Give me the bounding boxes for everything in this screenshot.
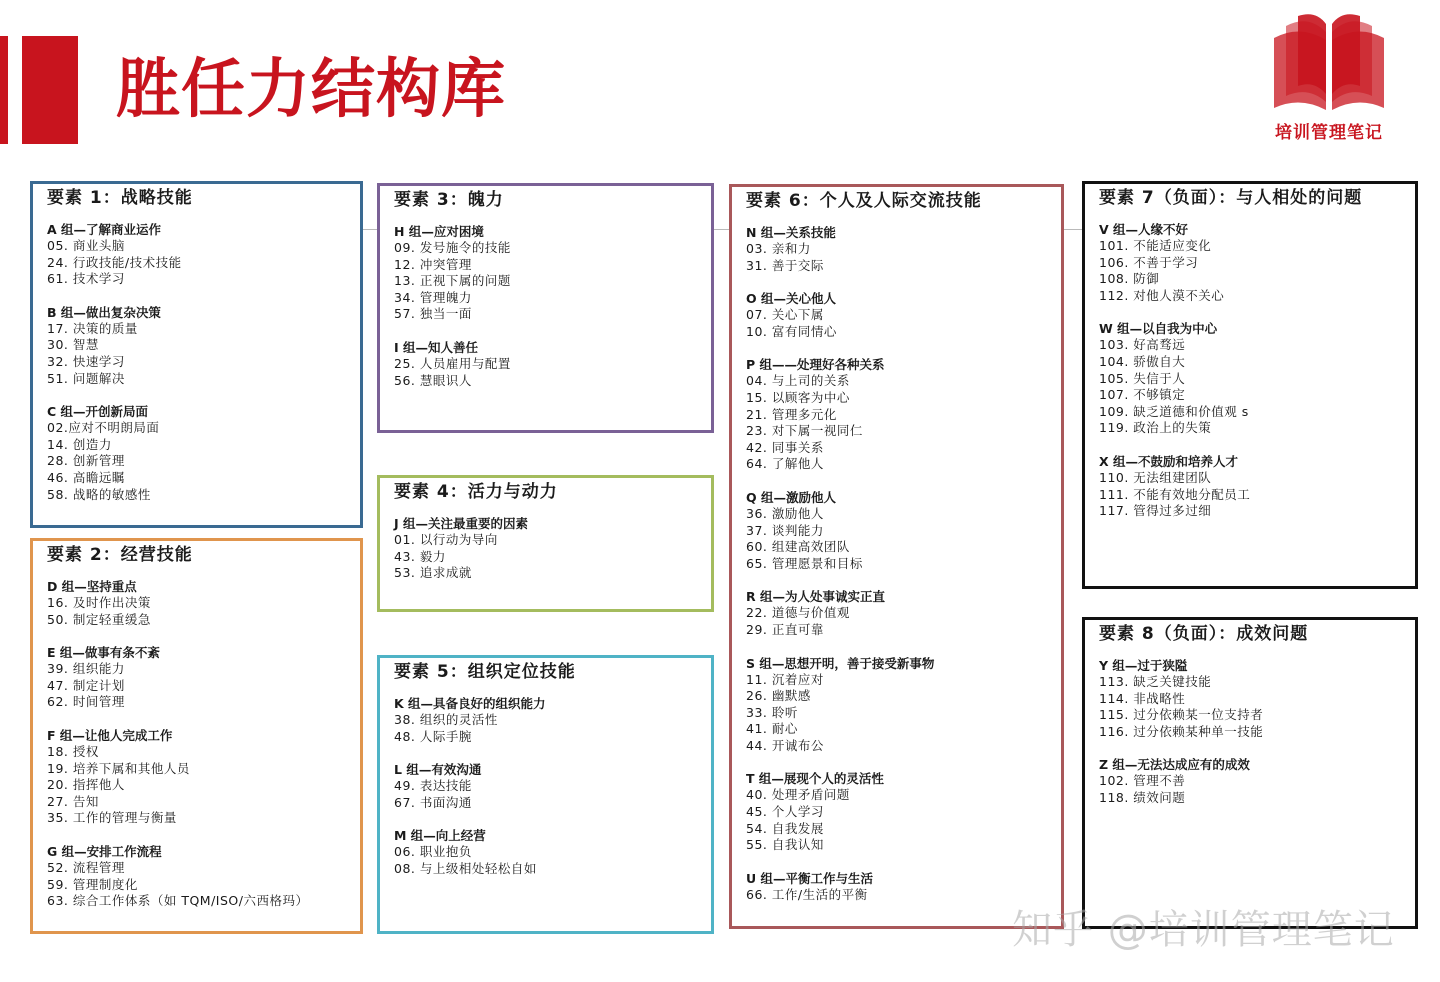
group-title: G 组—安排工作流程 bbox=[47, 843, 162, 859]
group-title: C 组—开创新局面 bbox=[47, 404, 149, 420]
group-title: V 组—人缘不好 bbox=[1099, 222, 1189, 237]
competency-item: 115. 过分依赖某一位支持者 bbox=[1099, 707, 1264, 723]
competency-item: 07. 关心下属 bbox=[746, 307, 824, 323]
competency-group bbox=[47, 221, 360, 288]
competency-group bbox=[47, 727, 360, 827]
panel-title: 要素 8（负面）：成效问题 bbox=[1099, 624, 1309, 644]
competency-group bbox=[1099, 320, 1415, 437]
competency-item: 02.应对不明朗局面 bbox=[47, 420, 160, 436]
competency-group bbox=[394, 695, 711, 745]
competency-item: 64. 了解他人 bbox=[746, 456, 824, 472]
competency-item: 109. 缺乏道德和价值观 s bbox=[1099, 403, 1249, 419]
competency-item: 21. 管理多元化 bbox=[746, 406, 837, 422]
competency-group bbox=[394, 761, 711, 811]
competency-item: 06. 职业抱负 bbox=[394, 844, 472, 860]
competency-item: 47. 制定计划 bbox=[47, 677, 125, 693]
competency-item: 102. 管理不善 bbox=[1099, 773, 1186, 789]
competency-item: 60. 组建高效团队 bbox=[746, 539, 850, 555]
competency-item: 119. 政治上的失策 bbox=[1099, 420, 1212, 436]
competency-group bbox=[746, 224, 1061, 274]
competency-item: 113. 缺乏关键技能 bbox=[1099, 674, 1212, 689]
panel-title: 要素 1：战略技能 bbox=[47, 188, 193, 208]
page-title: 胜任力结构库 bbox=[116, 53, 506, 127]
competency-group bbox=[394, 339, 711, 389]
panel-element-3 bbox=[377, 183, 714, 433]
competency-item: 17. 决策的质量 bbox=[47, 320, 138, 336]
competency-item: 105. 失信于人 bbox=[1099, 370, 1186, 386]
competency-item: 20. 指挥他人 bbox=[47, 777, 125, 793]
group-title: J 组—关注最重要的因素 bbox=[394, 516, 529, 531]
competency-item: 58. 战略的敏感性 bbox=[47, 486, 151, 502]
group-title: N 组—关系技能 bbox=[746, 225, 836, 240]
logo bbox=[1262, 10, 1396, 143]
competency-item: 11. 沉着应对 bbox=[746, 671, 824, 687]
panel-element-2 bbox=[30, 538, 363, 934]
competency-item: 116. 过分依赖某种单一技能 bbox=[1099, 723, 1264, 739]
panel-element-5 bbox=[377, 655, 714, 934]
competency-item: 45. 个人学习 bbox=[746, 804, 824, 820]
competency-group bbox=[1099, 453, 1415, 520]
competency-group bbox=[746, 489, 1061, 572]
competency-item: 62. 时间管理 bbox=[47, 694, 125, 710]
competency-item: 10. 富有同情心 bbox=[746, 323, 837, 339]
competency-group bbox=[394, 827, 711, 877]
competency-item: 107. 不够镇定 bbox=[1099, 387, 1186, 403]
competency-item: 44. 开诚布公 bbox=[746, 737, 824, 753]
competency-item: 52. 流程管理 bbox=[47, 859, 125, 875]
competency-item: 38. 组织的灵活性 bbox=[394, 712, 498, 727]
competency-item: 04. 与上司的关系 bbox=[746, 373, 850, 389]
competency-item: 65. 管理愿景和目标 bbox=[746, 555, 863, 571]
competency-group bbox=[1099, 657, 1415, 740]
competency-item: 53. 追求成就 bbox=[394, 565, 472, 581]
group-title: Q 组—激励他人 bbox=[746, 489, 836, 505]
group-title: X 组—不鼓励和培养人才 bbox=[1099, 453, 1238, 469]
group-title: F 组—让他人完成工作 bbox=[47, 727, 173, 743]
competency-item: 26. 幽默感 bbox=[746, 688, 811, 704]
competency-group bbox=[394, 515, 711, 582]
competency-item: 25. 人员雇用与配置 bbox=[394, 355, 511, 371]
group-title: T 组—展现个人的灵活性 bbox=[746, 771, 884, 787]
competency-item: 28. 创新管理 bbox=[47, 453, 125, 469]
competency-item: 42. 同事关系 bbox=[746, 439, 824, 455]
connector-line bbox=[1064, 229, 1082, 230]
competency-item: 104. 骄傲自大 bbox=[1099, 353, 1186, 369]
panel-element-1 bbox=[30, 181, 363, 528]
competency-group bbox=[746, 770, 1061, 853]
group-title: K 组—具备良好的组织能力 bbox=[394, 696, 546, 711]
competency-item: 33. 聆听 bbox=[746, 704, 798, 720]
competency-item: 106. 不善于学习 bbox=[1099, 254, 1199, 270]
connector-line bbox=[363, 229, 377, 230]
panel-title: 要素 7（负面）：与人相处的问题 bbox=[1099, 188, 1363, 208]
competency-group bbox=[47, 304, 360, 387]
competency-item: 24. 行政技能/技术技能 bbox=[47, 254, 182, 270]
competency-group bbox=[746, 290, 1061, 340]
group-title: Y 组—过于狭隘 bbox=[1099, 658, 1188, 673]
competency-item: 15. 以顾客为中心 bbox=[746, 389, 850, 405]
competency-group bbox=[47, 644, 360, 711]
group-title: S 组—思想开明，善于接受新事物 bbox=[746, 655, 935, 671]
competency-item: 41. 耐心 bbox=[746, 721, 798, 737]
competency-item: 114. 非战略性 bbox=[1099, 690, 1186, 706]
competency-item: 50. 制定轻重缓急 bbox=[47, 611, 151, 627]
competency-item: 12. 冲突管理 bbox=[394, 256, 472, 272]
panel-title: 要素 5：组织定位技能 bbox=[394, 662, 576, 682]
open-book-icon bbox=[1266, 10, 1392, 114]
competency-item: 118. 绩效问题 bbox=[1099, 789, 1186, 805]
competency-item: 09. 发号施令的技能 bbox=[394, 240, 511, 255]
competency-item: 51. 问题解决 bbox=[47, 370, 125, 386]
panel-element-8 bbox=[1082, 617, 1418, 929]
competency-item: 23. 对下属一视同仁 bbox=[746, 423, 863, 439]
competency-item: 59. 管理制度化 bbox=[47, 876, 138, 892]
group-title: L 组—有效沟通 bbox=[394, 762, 482, 778]
competency-item: 46. 高瞻远瞩 bbox=[47, 469, 125, 485]
competency-item: 36. 激励他人 bbox=[746, 505, 824, 521]
panel-element-4 bbox=[377, 475, 714, 612]
accent-bar-thin bbox=[0, 36, 8, 144]
panel-element-7 bbox=[1082, 181, 1418, 589]
competency-item: 101. 不能适应变化 bbox=[1099, 238, 1212, 253]
competency-item: 57. 独当一面 bbox=[394, 306, 472, 322]
competency-item: 103. 好高骛远 bbox=[1099, 337, 1186, 353]
competency-group bbox=[746, 655, 1061, 755]
competency-item: 27. 告知 bbox=[47, 793, 99, 809]
competency-item: 32. 快速学习 bbox=[47, 353, 125, 369]
panel-title: 要素 2：经营技能 bbox=[47, 545, 193, 565]
competency-item: 43. 毅力 bbox=[394, 548, 446, 564]
competency-item: 35. 工作的管理与衡量 bbox=[47, 810, 177, 826]
competency-item: 37. 谈判能力 bbox=[746, 522, 824, 538]
competency-item: 31. 善于交际 bbox=[746, 257, 824, 273]
logo-text: 培训管理笔记 bbox=[1275, 123, 1383, 143]
competency-item: 55. 自我认知 bbox=[746, 837, 824, 853]
competency-item: 108. 防御 bbox=[1099, 271, 1160, 287]
group-title: E 组—做事有条不紊 bbox=[47, 645, 160, 661]
competency-item: 117. 管得过多过细 bbox=[1099, 503, 1212, 519]
competency-item: 48. 人际手腕 bbox=[394, 728, 472, 744]
competency-item: 03. 亲和力 bbox=[746, 241, 811, 256]
competency-group bbox=[1099, 756, 1415, 806]
group-title: P 组——处理好各种关系 bbox=[746, 357, 885, 373]
group-title: H 组—应对困境 bbox=[394, 224, 484, 239]
competency-item: 39. 组织能力 bbox=[47, 661, 125, 677]
competency-group bbox=[746, 356, 1061, 473]
group-title: Z 组—无法达成应有的成效 bbox=[1099, 757, 1250, 773]
panel-title: 要素 6：个人及人际交流技能 bbox=[746, 191, 982, 211]
competency-group bbox=[47, 403, 360, 503]
competency-group bbox=[394, 223, 711, 323]
competency-item: 110. 无法组建团队 bbox=[1099, 469, 1212, 485]
competency-item: 08. 与上级相处轻松自如 bbox=[394, 860, 537, 876]
watermark: 知乎 @培训管理笔记 bbox=[1012, 907, 1395, 953]
competency-item: 29. 正直可靠 bbox=[746, 621, 824, 637]
competency-item: 18. 授权 bbox=[47, 743, 99, 759]
competency-item: 34. 管理魄力 bbox=[394, 289, 472, 305]
competency-item: 111. 不能有效地分配员工 bbox=[1099, 486, 1251, 502]
competency-item: 14. 创造力 bbox=[47, 436, 112, 452]
group-title: U 组—平衡工作与生活 bbox=[746, 870, 874, 886]
group-title: R 组—为人处事诚实正直 bbox=[746, 589, 885, 605]
competency-item: 01. 以行动为导向 bbox=[394, 532, 498, 547]
competency-group bbox=[1099, 221, 1415, 304]
group-title: W 组—以自我为中心 bbox=[1099, 321, 1218, 337]
panel-title: 要素 3：魄力 bbox=[394, 190, 504, 210]
group-title: O 组—关心他人 bbox=[746, 291, 836, 307]
competency-item: 49. 表达技能 bbox=[394, 778, 472, 794]
competency-item: 61. 技术学习 bbox=[47, 271, 125, 287]
group-title: B 组—做出复杂决策 bbox=[47, 304, 161, 320]
group-title: D 组—坚持重点 bbox=[47, 579, 137, 594]
competency-item: 66. 工作/生活的平衡 bbox=[746, 886, 868, 902]
competency-group bbox=[47, 843, 360, 910]
competency-item: 22. 道德与价值观 bbox=[746, 605, 850, 621]
competency-group bbox=[47, 578, 360, 628]
accent-bar-thick bbox=[22, 36, 78, 144]
competency-item: 63. 综合工作体系（如 TQM/ISO/六西格玛） bbox=[47, 893, 309, 909]
competency-group bbox=[746, 588, 1061, 638]
competency-item: 56. 慧眼识人 bbox=[394, 372, 472, 388]
competency-item: 19. 培养下属和其他人员 bbox=[47, 760, 190, 776]
competency-item: 13. 正视下属的问题 bbox=[394, 273, 511, 289]
group-title: A 组—了解商业运作 bbox=[47, 222, 162, 237]
competency-item: 16. 及时作出决策 bbox=[47, 595, 151, 610]
competency-item: 112. 对他人漠不关心 bbox=[1099, 287, 1225, 303]
group-title: M 组—向上经营 bbox=[394, 828, 486, 844]
panel-title: 要素 4：活力与动力 bbox=[394, 482, 558, 502]
panel-element-6 bbox=[729, 184, 1064, 929]
connector-line bbox=[714, 229, 729, 230]
competency-item: 40. 处理矛盾问题 bbox=[746, 787, 850, 803]
competency-item: 54. 自我发展 bbox=[746, 820, 824, 836]
competency-item: 05. 商业头脑 bbox=[47, 238, 125, 253]
competency-item: 30. 智慧 bbox=[47, 337, 99, 353]
group-title: I 组—知人善任 bbox=[394, 339, 479, 355]
competency-item: 67. 书面沟通 bbox=[394, 794, 472, 810]
